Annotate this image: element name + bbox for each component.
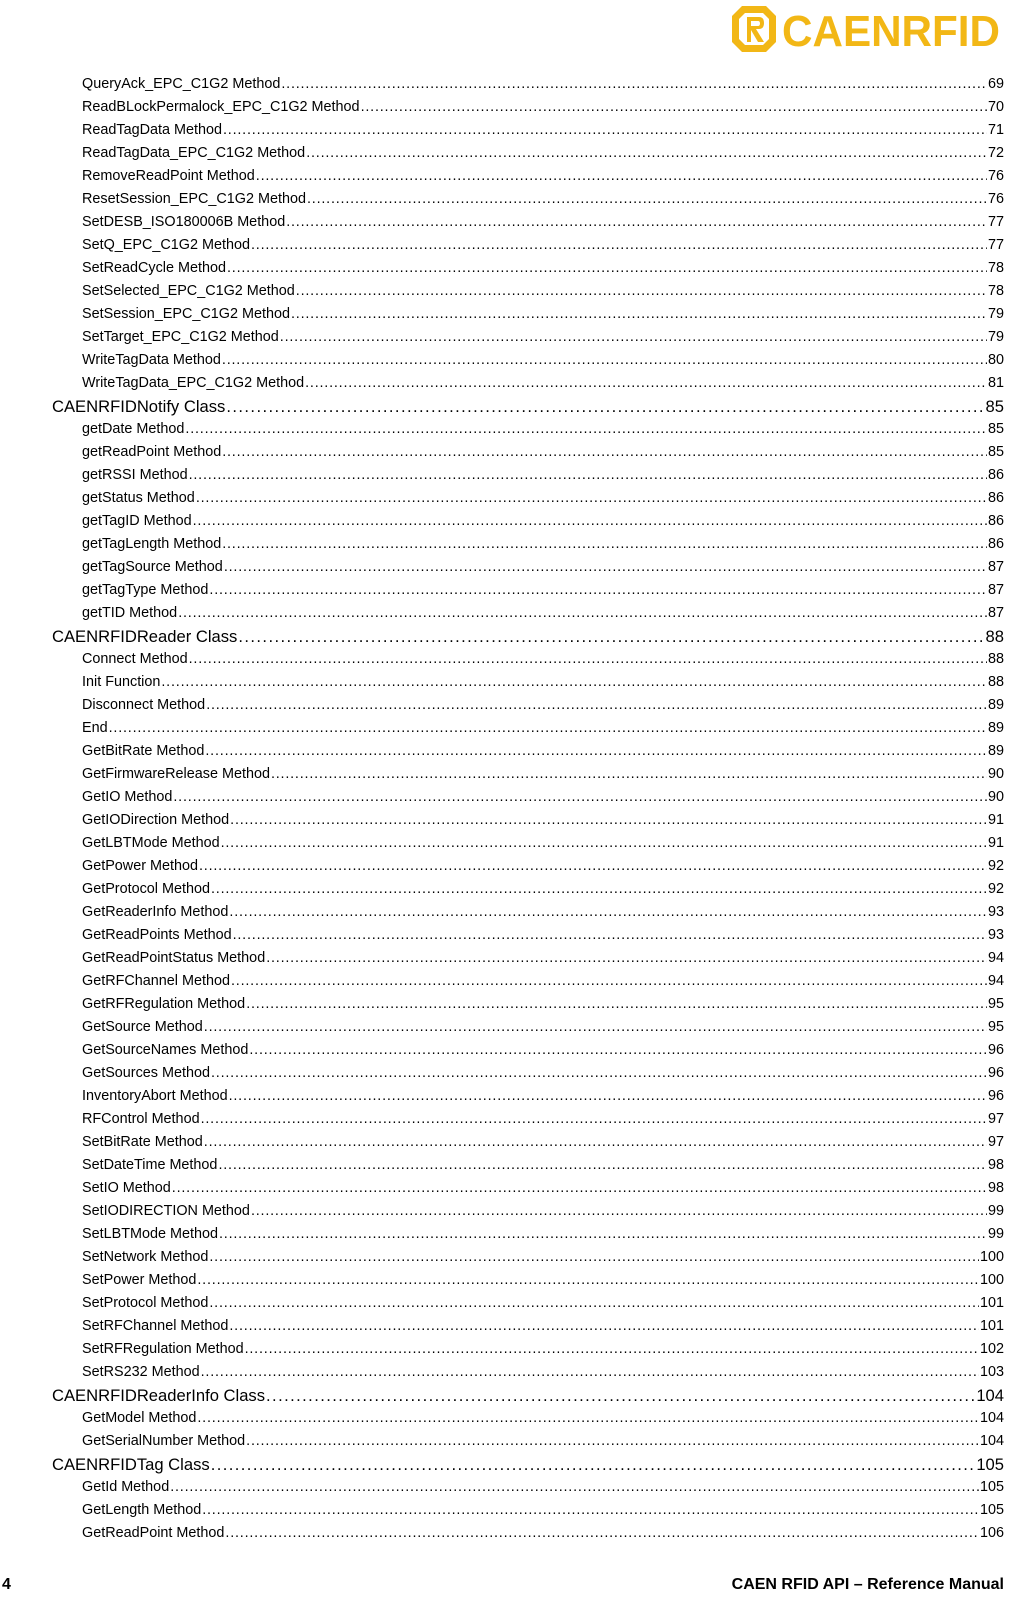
toc-entry-page: 85 bbox=[985, 397, 1004, 416]
toc-entry-title: SetDESB_ISO180006B Method bbox=[82, 214, 286, 230]
toc-dot-leader bbox=[189, 464, 987, 487]
toc-entry-page: 89 bbox=[987, 743, 1004, 759]
toc-dot-leader bbox=[291, 303, 987, 326]
toc-entry-title: GetRFRegulation Method bbox=[82, 996, 246, 1012]
toc-entry-title: SetTarget_EPC_C1G2 Method bbox=[82, 329, 279, 345]
toc-entry[interactable] bbox=[52, 533, 1004, 556]
toc-entry-title: GetSources Method bbox=[82, 1065, 210, 1081]
toc-entry-page: 76 bbox=[987, 168, 1004, 184]
toc-entry[interactable] bbox=[52, 257, 1004, 280]
toc-entry[interactable] bbox=[52, 1292, 1004, 1315]
toc-entry-title: GetIO Method bbox=[82, 789, 173, 805]
toc-entry-title: SetIODIRECTION Method bbox=[82, 1203, 250, 1219]
toc-entry-page: 93 bbox=[987, 904, 1004, 920]
toc-entry-title: InventoryAbort Method bbox=[82, 1088, 228, 1104]
toc-entry-title: SetSelected_EPC_C1G2 Method bbox=[82, 283, 295, 299]
toc-entry-page: 104 bbox=[979, 1410, 1004, 1426]
toc-entry-page: 98 bbox=[987, 1180, 1004, 1196]
toc-entry[interactable] bbox=[52, 1108, 1004, 1131]
toc-dot-leader bbox=[218, 1154, 987, 1177]
toc-entry[interactable] bbox=[52, 211, 1004, 234]
toc-entry-page: 90 bbox=[987, 766, 1004, 782]
toc-entry-page: 77 bbox=[987, 237, 1004, 253]
toc-dot-leader bbox=[266, 1384, 975, 1407]
toc-entry-page: 78 bbox=[987, 260, 1004, 276]
toc-entry-title: getTagID Method bbox=[82, 513, 192, 529]
toc-entry[interactable] bbox=[52, 1499, 1004, 1522]
toc-entry-title: getTagType Method bbox=[82, 582, 209, 598]
toc-entry[interactable] bbox=[52, 1016, 1004, 1039]
toc-dot-leader bbox=[306, 142, 987, 165]
toc-entry[interactable] bbox=[52, 372, 1004, 395]
toc-entry[interactable] bbox=[52, 901, 1004, 924]
toc-entry-page: 89 bbox=[987, 720, 1004, 736]
toc-entry[interactable] bbox=[52, 234, 1004, 257]
toc-entry-title: getStatus Method bbox=[82, 490, 195, 506]
toc-entry[interactable] bbox=[52, 1062, 1004, 1085]
toc-entry[interactable] bbox=[52, 947, 1004, 970]
toc-entry-page: 87 bbox=[987, 605, 1004, 621]
toc-entry[interactable] bbox=[52, 1039, 1004, 1062]
toc-dot-leader bbox=[196, 487, 987, 510]
toc-dot-leader bbox=[201, 1108, 987, 1131]
toc-entry-title: ReadTagData Method bbox=[82, 122, 222, 138]
toc-section-entry[interactable] bbox=[52, 1384, 1004, 1407]
toc-dot-leader bbox=[222, 533, 987, 556]
toc-entry-page: 101 bbox=[979, 1318, 1004, 1334]
toc-entry-title: SetSession_EPC_C1G2 Method bbox=[82, 306, 290, 322]
toc-entry-title: SetDateTime Method bbox=[82, 1157, 218, 1173]
toc-entry-title: SetProtocol Method bbox=[82, 1295, 209, 1311]
toc-entry-title: GetSerialNumber Method bbox=[82, 1433, 246, 1449]
toc-entry-page: 86 bbox=[987, 536, 1004, 552]
toc-entry-title: CAENRFIDReaderInfo Class bbox=[52, 1386, 266, 1405]
toc-entry-title: SetRFChannel Method bbox=[82, 1318, 229, 1334]
toc-entry-page: 95 bbox=[987, 1019, 1004, 1035]
toc-entry[interactable] bbox=[52, 1522, 1004, 1545]
toc-entry[interactable] bbox=[52, 1154, 1004, 1177]
toc-dot-leader bbox=[197, 1407, 979, 1430]
toc-entry-title: SetQ_EPC_C1G2 Method bbox=[82, 237, 250, 253]
toc-entry[interactable] bbox=[52, 1476, 1004, 1499]
toc-entry-page: 106 bbox=[979, 1525, 1004, 1541]
toc-entry[interactable] bbox=[52, 579, 1004, 602]
toc-entry-page: 104 bbox=[979, 1433, 1004, 1449]
toc-dot-leader bbox=[230, 809, 987, 832]
toc-dot-leader bbox=[204, 1131, 987, 1154]
toc-dot-leader bbox=[246, 993, 987, 1016]
toc-dot-leader bbox=[229, 901, 987, 924]
toc-dot-leader bbox=[223, 119, 987, 142]
toc-dot-leader bbox=[249, 1039, 987, 1062]
toc-entry-page: 94 bbox=[987, 950, 1004, 966]
toc-entry-page: 70 bbox=[987, 99, 1004, 115]
toc-entry[interactable] bbox=[52, 1200, 1004, 1223]
toc-entry[interactable] bbox=[52, 993, 1004, 1016]
toc-entry-page: 88 bbox=[987, 651, 1004, 667]
caenrfid-logo bbox=[728, 2, 1004, 56]
document-title: CAEN RFID API – Reference Manual bbox=[731, 1576, 1004, 1593]
toc-entry[interactable] bbox=[52, 924, 1004, 947]
toc-entry[interactable] bbox=[52, 1223, 1004, 1246]
toc-entry-title: SetNetwork Method bbox=[82, 1249, 209, 1265]
toc-entry[interactable] bbox=[52, 1407, 1004, 1430]
toc-entry-page: 80 bbox=[987, 352, 1004, 368]
toc-entry[interactable] bbox=[52, 671, 1004, 694]
toc-entry-title: ResetSession_EPC_C1G2 Method bbox=[82, 191, 306, 207]
toc-entry-title: CAENRFIDTag Class bbox=[52, 1455, 210, 1474]
toc-entry[interactable] bbox=[52, 832, 1004, 855]
toc-dot-leader bbox=[185, 418, 987, 441]
toc-dot-leader bbox=[229, 1085, 987, 1108]
toc-entry-page: 96 bbox=[987, 1042, 1004, 1058]
toc-entry[interactable] bbox=[52, 717, 1004, 740]
toc-entry-page: 72 bbox=[987, 145, 1004, 161]
toc-entry[interactable] bbox=[52, 786, 1004, 809]
toc-entry-title: Init Function bbox=[82, 674, 161, 690]
toc-entry-page: 85 bbox=[987, 444, 1004, 460]
toc-entry[interactable] bbox=[52, 96, 1004, 119]
toc-entry[interactable] bbox=[52, 1269, 1004, 1292]
toc-entry[interactable] bbox=[52, 970, 1004, 993]
toc-entry-title: GetProtocol Method bbox=[82, 881, 210, 897]
toc-dot-leader bbox=[109, 717, 987, 740]
toc-dot-leader bbox=[245, 1338, 979, 1361]
toc-entry-page: 88 bbox=[987, 674, 1004, 690]
toc-entry-page: 71 bbox=[987, 122, 1004, 138]
toc-entry[interactable] bbox=[52, 1131, 1004, 1154]
toc-entry-page: 96 bbox=[987, 1088, 1004, 1104]
toc-dot-leader bbox=[229, 1315, 979, 1338]
toc-dot-leader bbox=[226, 395, 984, 418]
toc-dot-leader bbox=[221, 832, 987, 855]
toc-dot-leader bbox=[256, 165, 987, 188]
toc-entry[interactable] bbox=[52, 1177, 1004, 1200]
toc-dot-leader bbox=[271, 763, 987, 786]
toc-entry-title: Disconnect Method bbox=[82, 697, 206, 713]
toc-entry-title: WriteTagData_EPC_C1G2 Method bbox=[82, 375, 305, 391]
toc-entry-title: GetReadPointStatus Method bbox=[82, 950, 266, 966]
toc-entry-page: 86 bbox=[987, 467, 1004, 483]
toc-entry-title: GetBitRate Method bbox=[82, 743, 205, 759]
toc-entry-page: 85 bbox=[987, 421, 1004, 437]
toc-entry-title: getTagSource Method bbox=[82, 559, 223, 575]
toc-dot-leader bbox=[266, 947, 987, 970]
toc-entry-page: 88 bbox=[985, 627, 1004, 646]
toc-entry-title: SetPower Method bbox=[82, 1272, 197, 1288]
toc-entry-title: GetReaderInfo Method bbox=[82, 904, 229, 920]
toc-entry-page: 98 bbox=[987, 1157, 1004, 1173]
toc-dot-leader bbox=[204, 1016, 987, 1039]
toc-dot-leader bbox=[222, 441, 987, 464]
toc-entry-title: GetSource Method bbox=[82, 1019, 203, 1035]
toc-entry[interactable] bbox=[52, 809, 1004, 832]
toc-entry[interactable] bbox=[52, 602, 1004, 625]
toc-dot-leader bbox=[211, 1062, 987, 1085]
toc-entry-title: RemoveReadPoint Method bbox=[82, 168, 255, 184]
toc-dot-leader bbox=[233, 924, 987, 947]
toc-entry[interactable] bbox=[52, 878, 1004, 901]
toc-dot-leader bbox=[227, 257, 987, 280]
toc-entry-title: GetReadPoints Method bbox=[82, 927, 232, 943]
toc-entry[interactable] bbox=[52, 1085, 1004, 1108]
toc-entry-title: CAENRFIDNotify Class bbox=[52, 397, 226, 416]
toc-dot-leader bbox=[225, 1522, 979, 1545]
toc-entry-title: getTagLength Method bbox=[82, 536, 222, 552]
toc-entry-title: End bbox=[82, 720, 108, 736]
toc-entry-page: 92 bbox=[987, 858, 1004, 874]
toc-entry-page: 105 bbox=[976, 1455, 1004, 1474]
toc-entry-title: ReadTagData_EPC_C1G2 Method bbox=[82, 145, 306, 161]
toc-entry-title: GetLBTMode Method bbox=[82, 835, 220, 851]
toc-entry[interactable] bbox=[52, 556, 1004, 579]
toc-dot-leader bbox=[170, 1476, 979, 1499]
toc-entry[interactable] bbox=[52, 740, 1004, 763]
toc-entry[interactable] bbox=[52, 119, 1004, 142]
toc-entry[interactable] bbox=[52, 441, 1004, 464]
toc-dot-leader bbox=[178, 602, 987, 625]
toc-entry-title: getRSSI Method bbox=[82, 467, 188, 483]
toc-entry-title: GetReadPoint Method bbox=[82, 1525, 225, 1541]
toc-dot-leader bbox=[224, 556, 987, 579]
toc-dot-leader bbox=[219, 1223, 987, 1246]
toc-dot-leader bbox=[307, 188, 987, 211]
toc-entry-title: getDate Method bbox=[82, 421, 185, 437]
toc-dot-leader bbox=[202, 1499, 979, 1522]
toc-entry-page: 81 bbox=[987, 375, 1004, 391]
toc-dot-leader bbox=[231, 970, 987, 993]
toc-entry-page: 105 bbox=[979, 1479, 1004, 1495]
toc-entry-page: 95 bbox=[987, 996, 1004, 1012]
toc-dot-leader bbox=[246, 1430, 979, 1453]
toc-section-entry[interactable] bbox=[52, 1453, 1004, 1476]
toc-entry[interactable] bbox=[52, 280, 1004, 303]
toc-dot-leader bbox=[281, 73, 987, 96]
toc-entry-title: SetReadCycle Method bbox=[82, 260, 226, 276]
toc-entry-page: 77 bbox=[987, 214, 1004, 230]
toc-entry[interactable] bbox=[52, 418, 1004, 441]
table-of-contents bbox=[52, 73, 1004, 1545]
toc-entry-page: 97 bbox=[987, 1134, 1004, 1150]
toc-dot-leader bbox=[197, 1269, 979, 1292]
toc-entry-page: 79 bbox=[987, 329, 1004, 345]
toc-entry-title: SetRFRegulation Method bbox=[82, 1341, 244, 1357]
toc-entry-page: 93 bbox=[987, 927, 1004, 943]
toc-entry[interactable] bbox=[52, 763, 1004, 786]
toc-entry[interactable] bbox=[52, 855, 1004, 878]
toc-entry-page: 103 bbox=[979, 1364, 1004, 1380]
toc-entry[interactable] bbox=[52, 326, 1004, 349]
toc-entry[interactable] bbox=[52, 142, 1004, 165]
toc-entry[interactable] bbox=[52, 487, 1004, 510]
toc-entry[interactable] bbox=[52, 510, 1004, 533]
toc-entry-title: SetBitRate Method bbox=[82, 1134, 203, 1150]
toc-entry-page: 91 bbox=[987, 835, 1004, 851]
toc-dot-leader bbox=[209, 1246, 979, 1269]
toc-section-entry[interactable] bbox=[52, 395, 1004, 418]
toc-entry-page: 69 bbox=[987, 76, 1004, 92]
toc-entry-page: 102 bbox=[979, 1341, 1004, 1357]
toc-entry[interactable] bbox=[52, 349, 1004, 372]
toc-dot-leader bbox=[205, 740, 987, 763]
toc-entry-page: 101 bbox=[979, 1295, 1004, 1311]
toc-entry-page: 87 bbox=[987, 582, 1004, 598]
toc-entry-page: 90 bbox=[987, 789, 1004, 805]
toc-section-entry[interactable] bbox=[52, 625, 1004, 648]
toc-entry[interactable] bbox=[52, 1246, 1004, 1269]
toc-entry[interactable] bbox=[52, 165, 1004, 188]
toc-dot-leader bbox=[201, 1361, 979, 1384]
toc-dot-leader bbox=[161, 671, 987, 694]
toc-entry[interactable] bbox=[52, 188, 1004, 211]
toc-dot-leader bbox=[211, 878, 987, 901]
toc-dot-leader bbox=[173, 786, 987, 809]
toc-dot-leader bbox=[286, 211, 987, 234]
toc-entry-page: 76 bbox=[987, 191, 1004, 207]
toc-entry[interactable] bbox=[52, 1315, 1004, 1338]
toc-entry[interactable] bbox=[52, 694, 1004, 717]
toc-entry-title: GetIODirection Method bbox=[82, 812, 230, 828]
toc-entry-title: GetRFChannel Method bbox=[82, 973, 230, 989]
toc-entry-title: SetIO Method bbox=[82, 1180, 171, 1196]
toc-entry-page: 97 bbox=[987, 1111, 1004, 1127]
toc-entry-title: GetPower Method bbox=[82, 858, 198, 874]
toc-dot-leader bbox=[189, 648, 987, 671]
toc-entry-page: 105 bbox=[979, 1502, 1004, 1518]
toc-dot-leader bbox=[238, 625, 984, 648]
toc-entry-title: GetId Method bbox=[82, 1479, 170, 1495]
toc-entry[interactable] bbox=[52, 1430, 1004, 1453]
toc-dot-leader bbox=[251, 1200, 987, 1223]
caenrfid-logo-icon bbox=[728, 2, 1004, 56]
toc-entry-title: GetLength Method bbox=[82, 1502, 202, 1518]
page-number: 4 bbox=[2, 1576, 11, 1593]
toc-entry-title: SetRS232 Method bbox=[82, 1364, 200, 1380]
toc-entry-title: GetFirmwareRelease Method bbox=[82, 766, 270, 782]
toc-dot-leader bbox=[199, 855, 987, 878]
toc-entry-page: 87 bbox=[987, 559, 1004, 575]
toc-dot-leader bbox=[296, 280, 987, 303]
toc-entry-page: 99 bbox=[987, 1226, 1004, 1242]
toc-entry-title: QueryAck_EPC_C1G2 Method bbox=[82, 76, 281, 92]
toc-entry-page: 91 bbox=[987, 812, 1004, 828]
toc-entry-title: getReadPoint Method bbox=[82, 444, 222, 460]
toc-entry[interactable] bbox=[52, 648, 1004, 671]
toc-entry[interactable] bbox=[52, 1338, 1004, 1361]
toc-dot-leader bbox=[251, 234, 987, 257]
toc-entry-page: 96 bbox=[987, 1065, 1004, 1081]
toc-entry-title: RFControl Method bbox=[82, 1111, 200, 1127]
toc-dot-leader bbox=[222, 349, 987, 372]
toc-dot-leader bbox=[209, 579, 987, 602]
toc-entry-title: CAENRFIDReader Class bbox=[52, 627, 238, 646]
toc-entry-title: SetLBTMode Method bbox=[82, 1226, 218, 1242]
toc-entry-title: WriteTagData Method bbox=[82, 352, 221, 368]
toc-entry-page: 78 bbox=[987, 283, 1004, 299]
toc-dot-leader bbox=[209, 1292, 979, 1315]
toc-entry-page: 79 bbox=[987, 306, 1004, 322]
toc-dot-leader bbox=[361, 96, 987, 119]
toc-entry[interactable] bbox=[52, 303, 1004, 326]
toc-dot-leader bbox=[172, 1177, 987, 1200]
toc-entry[interactable] bbox=[52, 464, 1004, 487]
toc-entry-page: 92 bbox=[987, 881, 1004, 897]
toc-entry-page: 100 bbox=[979, 1272, 1004, 1288]
toc-entry-page: 86 bbox=[987, 490, 1004, 506]
toc-entry-title: GetSourceNames Method bbox=[82, 1042, 249, 1058]
toc-entry-page: 100 bbox=[979, 1249, 1004, 1265]
toc-entry-title: getTID Method bbox=[82, 605, 178, 621]
toc-entry-page: 99 bbox=[987, 1203, 1004, 1219]
toc-dot-leader bbox=[305, 372, 987, 395]
toc-entry-title: Connect Method bbox=[82, 651, 188, 667]
toc-entry[interactable] bbox=[52, 73, 1004, 96]
page-footer bbox=[0, 1576, 1004, 1598]
toc-entry-page: 86 bbox=[987, 513, 1004, 529]
svg-text:CAENRFID: CAENRFID bbox=[782, 7, 1000, 56]
toc-dot-leader bbox=[280, 326, 987, 349]
toc-entry[interactable] bbox=[52, 1361, 1004, 1384]
toc-dot-leader bbox=[193, 510, 987, 533]
toc-entry-page: 104 bbox=[976, 1386, 1004, 1405]
toc-entry-page: 89 bbox=[987, 697, 1004, 713]
toc-dot-leader bbox=[206, 694, 987, 717]
toc-entry-title: GetModel Method bbox=[82, 1410, 197, 1426]
toc-entry-title: ReadBLockPermalock_EPC_C1G2 Method bbox=[82, 99, 360, 115]
toc-entry-page: 94 bbox=[987, 973, 1004, 989]
toc-dot-leader bbox=[211, 1453, 976, 1476]
